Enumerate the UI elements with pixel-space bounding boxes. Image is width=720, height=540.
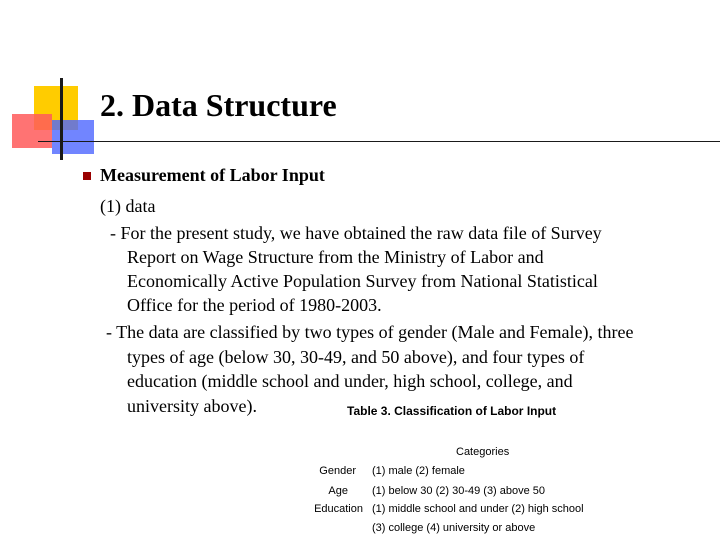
text-line: - For the present study, we have obtained the raw data file of Survey bbox=[110, 223, 602, 243]
table-row-label: Education bbox=[314, 503, 363, 515]
text-line: Economically Active Population Survey from National Statistical bbox=[127, 271, 598, 291]
table-row-value: (1) below 30 (2) 30-49 (3) above 50 bbox=[372, 485, 546, 497]
text-line: Office for the period of 1980-2003. bbox=[127, 295, 382, 315]
text-line: university above). bbox=[127, 396, 257, 416]
table-title: Table 3. Classification of Labor Input bbox=[347, 404, 557, 418]
table-row-value: (1) middle school and under (2) high school bbox=[372, 503, 584, 515]
text-line: - The data are classified by two types of gender (Male and Female), three bbox=[106, 322, 634, 342]
square-bullet-icon bbox=[83, 172, 91, 180]
text-line: (1) data bbox=[100, 196, 156, 216]
table-row-label: Age bbox=[328, 485, 348, 497]
table-row-value: (3) college (4) university or above bbox=[372, 522, 536, 534]
bullet-item bbox=[100, 165, 325, 186]
text-line: types of age (below 30, 30-49, and 50 above), and four types of bbox=[127, 347, 585, 367]
table-row-value: (1) male (2) female bbox=[372, 465, 465, 477]
bullet-heading: Measurement of Labor Input bbox=[100, 165, 325, 185]
table-header: Categories bbox=[456, 446, 510, 458]
slide-title: 2. Data Structure bbox=[100, 87, 337, 123]
table-row-label: Gender bbox=[319, 465, 356, 477]
text-line: education (middle school and under, high school, college, and bbox=[127, 371, 573, 391]
text-line: Report on Wage Structure from the Ministry of Labor and bbox=[127, 247, 544, 267]
